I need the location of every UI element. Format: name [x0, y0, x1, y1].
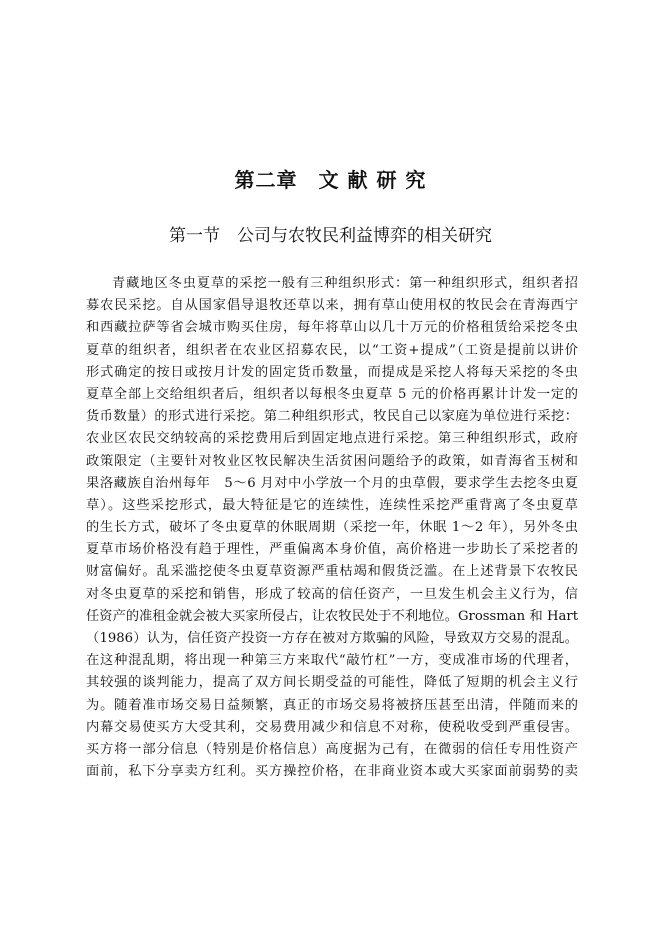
paragraph-line: 内幕交易使买方大受其利，交易费用减少和信息不对称，使税收受到严重侵害。	[86, 719, 578, 735]
section-title: 第一节 公司与农牧民利益博弈的相关研究	[169, 226, 492, 246]
paragraph-line: 对冬虫夏草的采挖和销售，形成了较高的信任资产，一旦发生机会主义行为，信	[86, 586, 578, 602]
chapter-title: 第二章 文 献 研 究	[234, 168, 427, 192]
paragraph-line: （1986）认为，信任资产投资一方存在被对方欺骗的风险，导致双方交易的混乱。	[86, 631, 578, 646]
paragraph-line: 在这种混乱期，将出现一种第三方来取代“敲竹杠”一方，变成准市场的代理者，	[86, 653, 578, 669]
paragraph-line: 草）。这些采挖形式，最大特征是它的连续性，连续性采挖严重背离了冬虫夏草	[86, 497, 578, 513]
paragraph-line: 其较强的谈判能力，提高了双方间长期受益的可能性，降低了短期的机会主义行	[86, 675, 578, 691]
paragraph-line: 买方将一部分信息（特别是价格信息）高度据为己有，在微弱的信任专用性资产	[86, 741, 578, 757]
paragraph-line: 夏草全部上交给组织者后，组织者以每根冬虫夏草 5 元的价格再累计计发一定的	[86, 386, 578, 402]
paragraph-line: 的生长方式，破坏了冬虫夏草的休眠周期（采挖一年，休眠 1～2 年），另外冬虫	[86, 520, 578, 536]
paragraph-line: 为。随着准市场交易日益频繁，真正的市场交易将被挤压甚至出清，伴随而来的	[86, 697, 578, 713]
paragraph-line: 任资产的准租金就会被大买家所侵占，让农牧民处于不利地位。Grossman 和 Hart	[86, 608, 578, 624]
paragraph-line: 和西藏拉萨等省会城市购买住房，每年将草山以几十万元的价格租赁给采挖冬虫	[86, 320, 578, 336]
paragraph-line: 果洛藏族自治州每年 5～6 月对中小学放一个月的虫草假，要求学生去挖冬虫夏	[86, 475, 578, 491]
paragraph-line: 募农民采挖。自从国家倡导退牧还草以来，拥有草山使用权的牧民会在青海西宁	[86, 298, 578, 314]
paragraph-line: 货币数量）的形式进行采挖。第二种组织形式，牧民自己以家庭为单位进行采挖：	[86, 409, 578, 425]
paragraph-line: 面前，私下分享卖方红利。买方操控价格，在非商业资本或大买家面前弱势的卖	[86, 764, 578, 780]
paragraph-line: 夏草市场价格没有趋于理性，严重偏离本身价值，高价格进一步助长了采挖者的	[86, 542, 578, 558]
paragraph-line: 农业区农民交纳较高的采挖费用后到固定地点进行采挖。第三种组织形式，政府	[86, 431, 578, 447]
paragraph-line: 形式确定的按日或按月计发的固定货币数量，而提成是采挖人将每天采挖的冬虫	[86, 364, 578, 380]
paragraph-line: 夏草的组织者，组织者在农业区招募农民，以“工资+提成”（工资是提前以讲价	[86, 342, 578, 358]
paragraph-line: 财富偏好。乱采滥挖使冬虫夏草资源严重枯竭和假货泛滥。在上述背景下农牧民	[86, 564, 578, 580]
body-paragraph	[86, 273, 578, 783]
paragraph-line: 政策限定（主要针对牧业区牧民解决生活贫困问题给予的政策，如青海省玉树和	[86, 453, 578, 469]
paragraph-line: 青藏地区冬虫夏草的采挖一般有三种组织形式：第一种组织形式，组织者招	[112, 276, 578, 291]
